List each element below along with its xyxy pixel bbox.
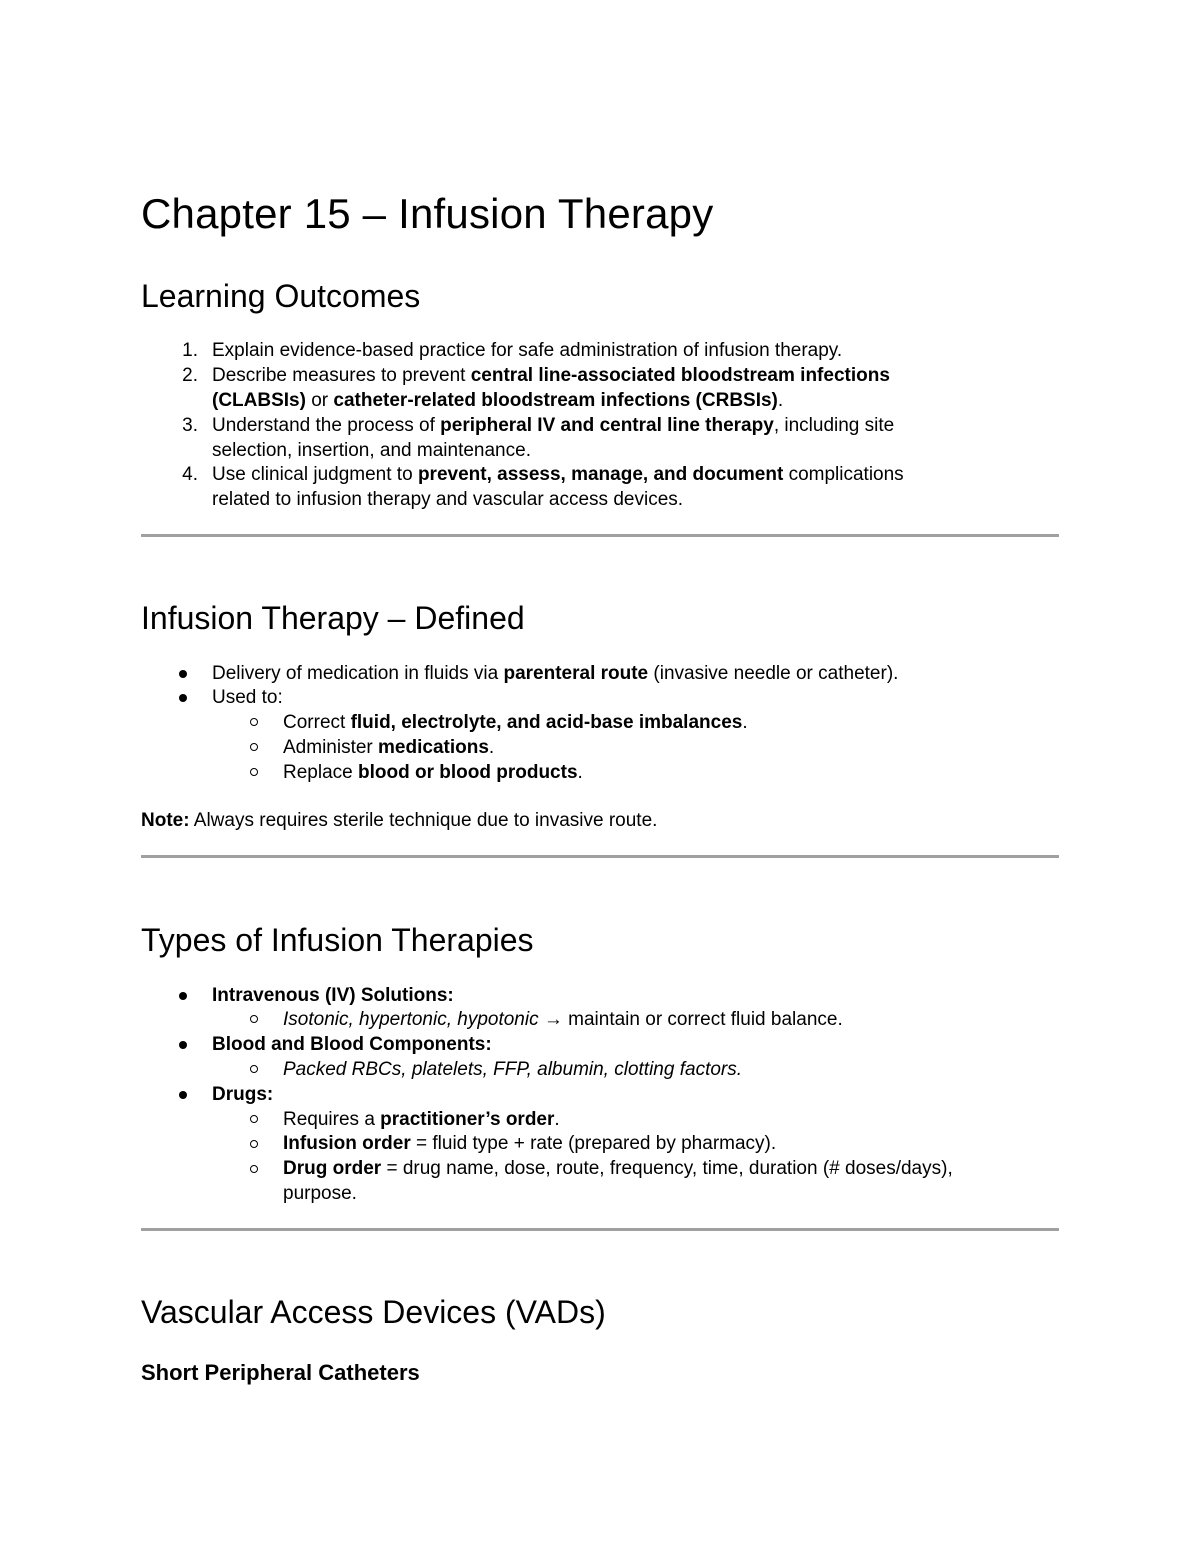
outcome-1-line-1 — [212, 338, 842, 363]
types-blood-sub — [283, 1057, 742, 1082]
bold-text: Intravenous (IV) Solutions: — [212, 985, 454, 1006]
bold-text: Infusion order — [283, 1133, 411, 1154]
types-drugs-sub-2 — [283, 1131, 776, 1156]
text-run: Always requires sterile technique due to invasive route. — [189, 810, 658, 831]
types-blood — [212, 1032, 492, 1057]
bold-text: Blood and Blood Components: — [212, 1034, 492, 1055]
hollow-bullet-icon — [250, 1015, 258, 1023]
bold-text: prevent, assess, manage, and document — [417, 464, 784, 485]
list-number: 2. — [182, 365, 198, 386]
defined-sub-1 — [283, 710, 748, 735]
outcome-4-line-1 — [212, 462, 904, 487]
hollow-bullet-icon — [250, 743, 258, 751]
bullet-icon — [179, 1091, 187, 1099]
hollow-bullet-icon — [250, 1065, 258, 1073]
hollow-bullet-icon — [250, 768, 258, 776]
bold-text: Drug order — [283, 1158, 382, 1179]
bold-text: catheter-related bloodstream infections (CRBSIs) — [333, 390, 778, 411]
text-run: = drug name, dose, route, frequency, time, duration (# doses/days), — [381, 1158, 953, 1179]
defined-bullet-1 — [212, 661, 898, 686]
bold-text: medications — [378, 737, 489, 758]
text-run: complications — [783, 464, 904, 485]
hollow-bullet-icon — [250, 1140, 258, 1148]
bullet-icon — [179, 670, 187, 678]
list-number: 4. — [182, 464, 198, 485]
bullet-icon — [179, 992, 187, 1000]
hollow-bullet-icon — [250, 1165, 258, 1173]
text-run: Understand the process of — [212, 415, 441, 436]
text-run: (invasive needle or catheter). — [648, 663, 899, 684]
bold-text: (CLABSIs) — [212, 390, 306, 411]
defined-sub-2 — [283, 735, 494, 760]
outcome-3-line-2 — [212, 438, 531, 463]
list-number: 1. — [182, 340, 198, 361]
text-run: Replace — [283, 762, 358, 783]
text-run: , including site — [773, 415, 895, 436]
bold-text: Drugs: — [212, 1084, 274, 1105]
bullet-icon — [179, 694, 187, 702]
text-run: → maintain or correct fluid balance. — [538, 1009, 843, 1030]
text-run: Explain evidence-based practice for safe administration of infusion therapy. — [212, 340, 843, 361]
chapter-title: Chapter 15 – Infusion Therapy — [141, 190, 714, 237]
bold-text: blood or blood products — [358, 762, 578, 783]
outcome-2-line-1 — [212, 363, 890, 388]
text-run: Delivery of medication in fluids via — [212, 663, 504, 684]
section-divider — [141, 855, 1059, 858]
defined-note — [141, 808, 657, 833]
defined-bullet-2 — [212, 685, 283, 710]
text-run: . — [488, 737, 495, 758]
italic-text: Packed RBCs, platelets, FFP, albumin, clotting factors. — [283, 1059, 743, 1080]
defined-sub-3 — [283, 760, 583, 785]
short-peripheral-catheters-heading: Short Peripheral Catheters — [141, 1360, 420, 1385]
defined-heading: Infusion Therapy – Defined — [141, 600, 525, 636]
bold-text: fluid, electrolyte, and acid-base imbalances — [350, 712, 743, 733]
outcome-3-line-1 — [212, 413, 894, 438]
text-run: Requires a — [283, 1109, 381, 1130]
italic-text: Isotonic, hypertonic, hypotonic — [283, 1009, 539, 1030]
outcome-2-line-2 — [212, 388, 783, 413]
bold-text: Note: — [141, 810, 190, 831]
vads-heading: Vascular Access Devices (VADs) — [141, 1294, 606, 1330]
text-run: selection, insertion, and maintenance. — [212, 440, 531, 461]
text-run: related to infusion therapy and vascular access devices. — [212, 489, 684, 510]
types-iv — [212, 983, 454, 1008]
hollow-bullet-icon — [250, 718, 258, 726]
types-iv-sub — [283, 1007, 843, 1032]
types-drugs — [212, 1082, 273, 1107]
hollow-bullet-icon — [250, 1115, 258, 1123]
text-run: . — [577, 762, 583, 783]
text-run: = fluid type + rate (prepared by pharmacy). — [410, 1133, 777, 1154]
types-heading: Types of Infusion Therapies — [141, 922, 534, 958]
types-drugs-sub-3-cont — [283, 1181, 357, 1206]
learning-outcomes-heading: Learning Outcomes — [141, 278, 421, 314]
bold-text: central line-associated bloodstream infections — [470, 365, 890, 386]
text-run: . — [742, 712, 748, 733]
text-run: . — [554, 1109, 560, 1130]
text-run: Describe measures to prevent — [212, 365, 471, 386]
types-drugs-sub-3 — [283, 1156, 953, 1181]
text-run: or — [305, 390, 334, 411]
bullet-icon — [179, 1041, 187, 1049]
bold-text: parenteral route — [503, 663, 649, 684]
text-run: purpose. — [283, 1183, 357, 1204]
section-divider — [141, 534, 1059, 537]
text-run: Correct — [283, 712, 351, 733]
text-run: Administer — [283, 737, 379, 758]
text-run: Used to: — [212, 687, 283, 708]
types-drugs-sub-1 — [283, 1107, 560, 1132]
bold-text: practitioner’s order — [380, 1109, 555, 1130]
text-run: Use clinical judgment to — [212, 464, 418, 485]
outcome-4-line-2 — [212, 487, 683, 512]
section-divider — [141, 1228, 1059, 1231]
bold-text: peripheral IV and central line therapy — [440, 415, 774, 436]
text-run: . — [777, 390, 784, 411]
list-number: 3. — [182, 415, 198, 436]
